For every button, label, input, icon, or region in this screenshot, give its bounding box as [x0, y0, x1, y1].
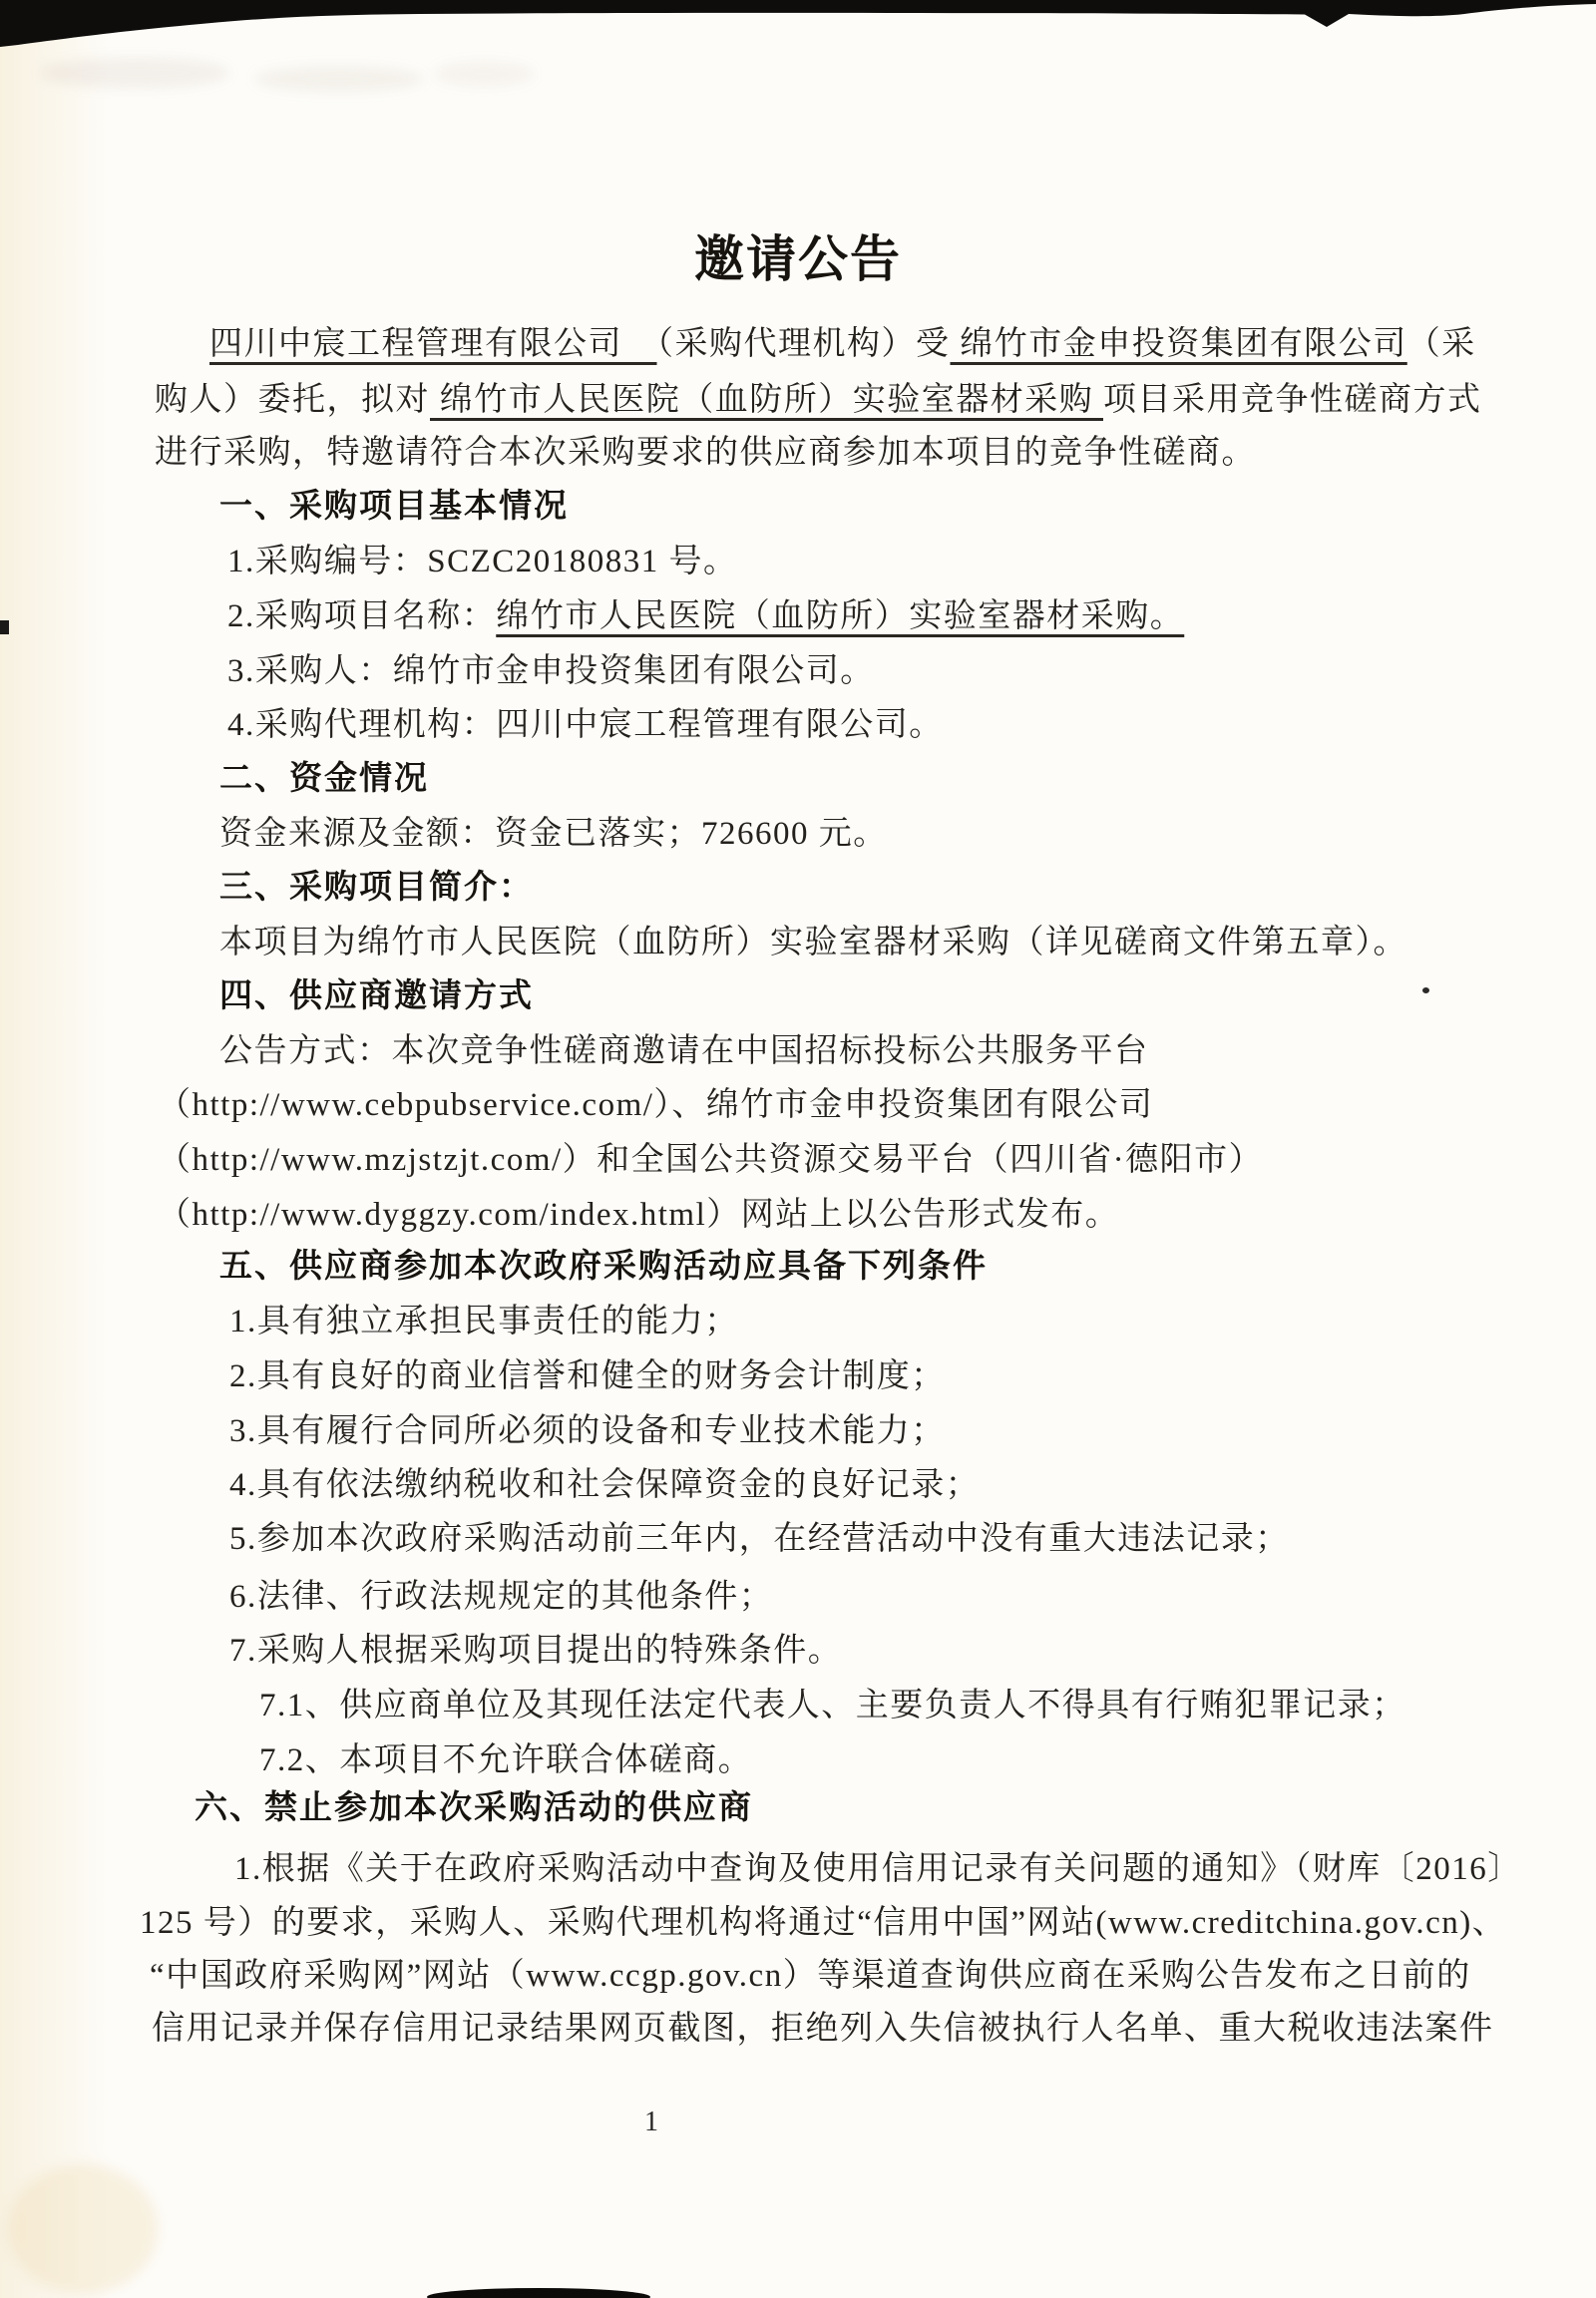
credit-record-paragraph-line: 信用记录并保存信用记录结果网页截图，拒绝列入失信被执行人名单、重大税收违法案件 — [152, 2011, 1494, 2047]
scan-smudge-artifact — [434, 62, 534, 86]
scan-stain-artifact — [8, 2164, 158, 2294]
credit-record-paragraph-line: 1.根据《关于在政府采购活动中查询及使用信用记录有关问题的通知》（财库〔2016〕 — [234, 1851, 1522, 1887]
supplier-condition: 1.具有独立承担民事责任的能力； — [229, 1304, 739, 1340]
opening-paragraph-line: 购人）委托，拟对 绵竹市人民医院（血防所）实验室器材采购 项目采用竞争性磋商方式 — [155, 382, 1482, 418]
project-name: 2.采购项目名称：绵竹市人民医院（血防所）实验室器材采购。 — [227, 598, 1185, 634]
funding-source-amount: 资金来源及金额：资金已落实；726600 元。 — [219, 816, 888, 852]
announcement-method: 公告方式：本次竞争性磋商邀请在中国招标投标公共服务平台 — [219, 1033, 1149, 1069]
scan-left-mark-artifact — [0, 620, 9, 634]
section-6-heading: 六、禁止参加本次采购活动的供应商 — [195, 1790, 753, 1826]
section-5-heading: 五、供应商参加本次政府采购活动应具备下列条件 — [219, 1249, 988, 1285]
supplier-condition: 6.法律、行政法规规定的其他条件； — [229, 1579, 774, 1615]
opening-paragraph-line: 进行采购，特邀请符合本次采购要求的供应商参加本项目的竞争性磋商。 — [155, 435, 1256, 471]
supplier-condition: 4.具有依法缴纳税收和社会保障资金的良好记录； — [229, 1467, 981, 1503]
procurement-agency: 4.采购代理机构：四川中宸工程管理有限公司。 — [227, 707, 944, 743]
project-brief: 本项目为绵竹市人民医院（血防所）实验室器材采购（详见磋商文件第五章）。 — [219, 925, 1407, 960]
supplier-condition: 7.采购人根据采购项目提出的特殊条件。 — [229, 1633, 843, 1669]
supplier-condition: 5.参加本次政府采购活动前三年内，在经营活动中没有重大违法记录； — [229, 1521, 1290, 1557]
supplier-condition: 2.具有良好的商业信誉和健全的财务会计制度； — [229, 1358, 946, 1394]
ink-dot-artifact — [1422, 987, 1429, 993]
purchaser: 3.采购人：绵竹市金申投资集团有限公司。 — [227, 653, 875, 689]
opening-paragraph-line: 四川中宸工程管理有限公司 （采购代理机构）受 绵竹市金申投资集团有限公司（采 — [209, 326, 1476, 362]
credit-record-paragraph-line: “中国政府采购网”网站（www.ccgp.gov.cn）等渠道查询供应商在采购公告发布之日前的 — [150, 1958, 1471, 1994]
supplier-condition: 3.具有履行合同所必须的设备和专业技术能力； — [229, 1413, 946, 1449]
section-2-heading: 二、资金情况 — [219, 761, 429, 797]
scan-bottom-streak-artifact — [427, 2288, 650, 2298]
announcement-url-line: （http://www.mzjstzjt.com/）和全国公共资源交易平台（四川省·德阳市） — [158, 1142, 1264, 1178]
credit-record-paragraph-line: 125 号）的要求，采购人、采购代理机构将通过“信用中国”网站(www.creditchina.gov.cn)、 — [140, 1905, 1507, 1941]
section-1-heading: 一、采购项目基本情况 — [219, 489, 569, 525]
page-number: 1 — [644, 2106, 658, 2137]
scan-top-edge-artifact — [0, 0, 1596, 60]
procurement-number: 1.采购编号：SCZC20180831 号。 — [227, 544, 738, 579]
section-3-heading: 三、采购项目简介： — [219, 870, 534, 906]
section-4-heading: 四、供应商邀请方式 — [219, 978, 534, 1014]
announcement-url-line: （http://www.cebpubservice.com/）、绵竹市金申投资集团有限公司 — [158, 1087, 1154, 1123]
scan-smudge-artifact — [254, 66, 424, 92]
announcement-url-line: （http://www.dyggzy.com/index.html）网站上以公告形式发布。 — [158, 1197, 1120, 1233]
supplier-condition-sub: 7.2、本项目不允许联合体磋商。 — [259, 1742, 753, 1778]
scan-smudge-artifact — [40, 58, 229, 88]
supplier-condition-sub: 7.1、供应商单位及其现任法定代表人、主要负责人不得具有行贿犯罪记录； — [259, 1688, 1406, 1724]
document-title: 邀请公告 — [694, 231, 902, 287]
scan-left-tint-artifact — [0, 0, 110, 2298]
